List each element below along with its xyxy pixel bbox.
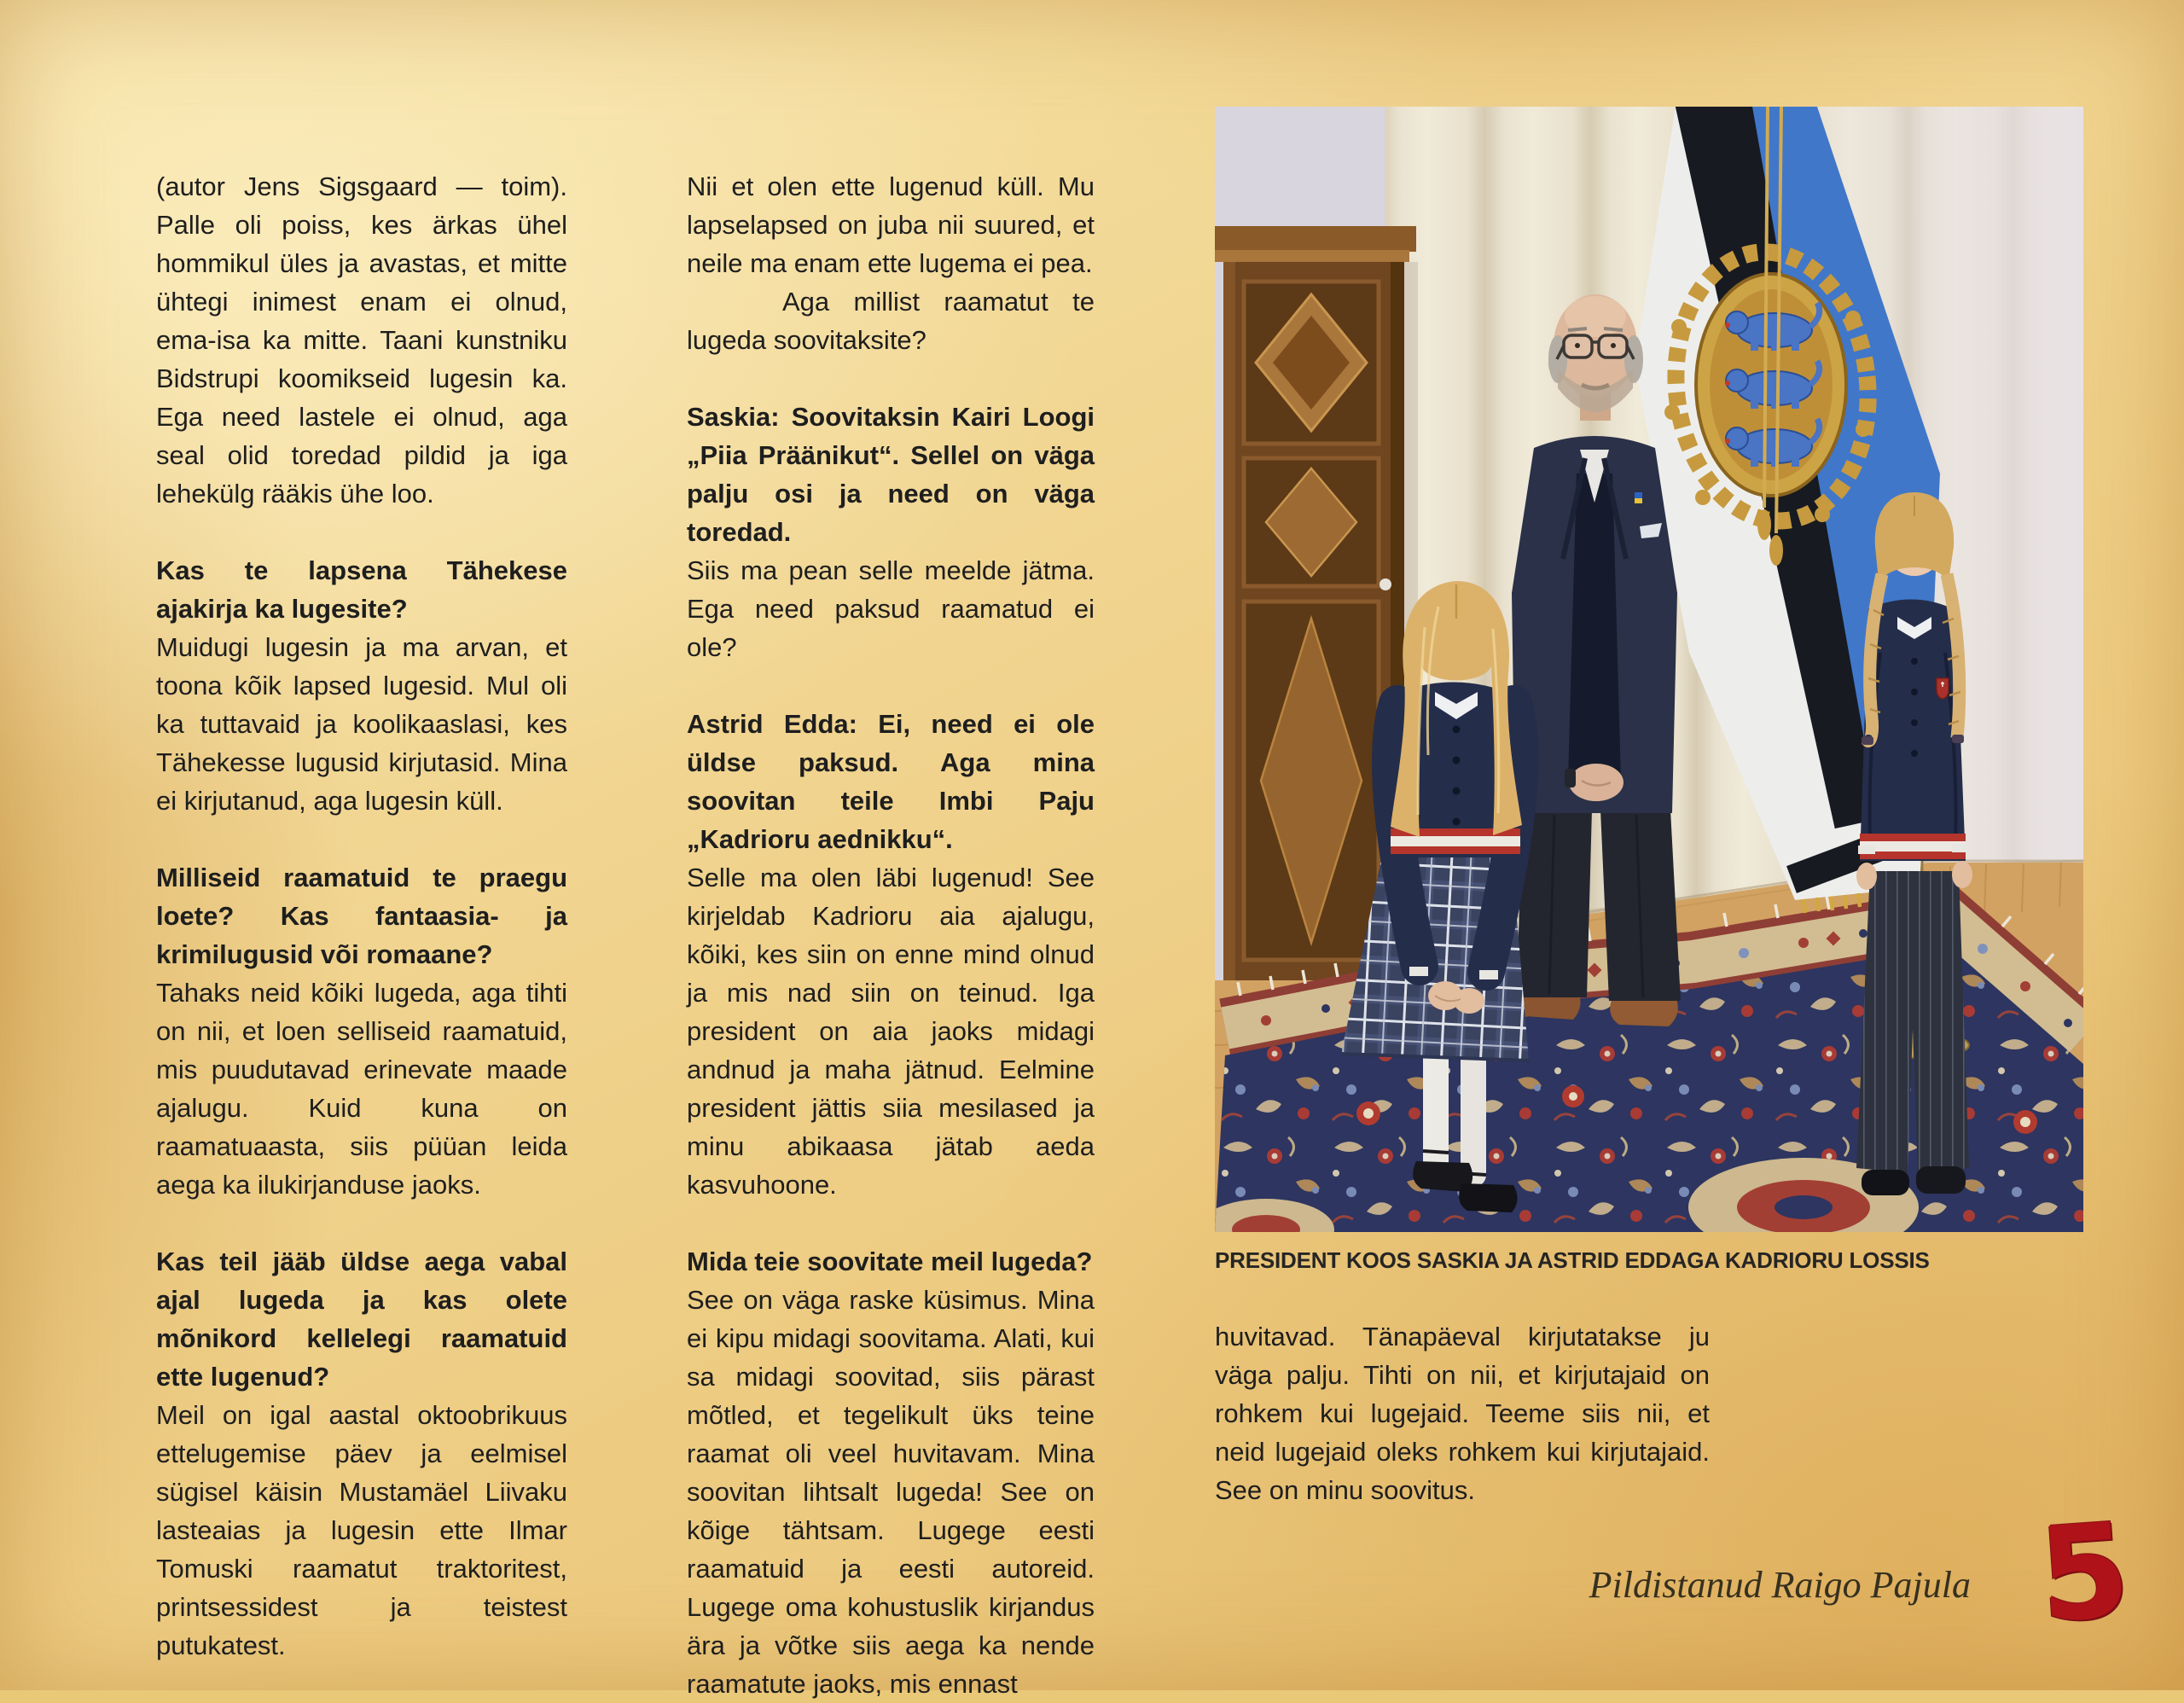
paragraph-question: Kas teil jääb üldse aega vabal ajal lugeda ja kas olete mõnikord kellelegi raamatuid ette lugenud? xyxy=(156,1247,567,1392)
page-number: 5 xyxy=(2033,1494,2135,1652)
photo-credit: Pildistanud Raigo Pajula xyxy=(1589,1564,1971,1606)
paragraph-body: huvitavad. Tänapäeval kirjutatakse ju väga palju. Tihti on nii, et kirjutajaid on rohkem kui lugejaid. Teeme siis nii, et neid lugejaid oleks rohkem kui kirjutajaid. See on minu soovitus. xyxy=(1215,1322,1710,1505)
door-handle xyxy=(1380,578,1391,590)
clasped-hands xyxy=(1569,764,1623,801)
three-lions xyxy=(1725,303,1820,467)
photo-caption: PRESIDENT KOOS SASKIA JA ASTRID EDDAGA KADRIORU LOSSIS xyxy=(1215,1247,1930,1273)
paragraph-body: Selle ma olen läbi lugenud! See kirjeldab Kadrioru aia ajalugu, kõiki, kes siin on enne mind olnud ja mis nad siin on teinud. Iga president on aia jaoks midagi andnud ja maha jätnud. Eelmine president jättis siia mesilased ja minu abikaasa jätab aeda kasvuhoone. xyxy=(687,863,1095,1200)
paragraph-speaker: Astrid Edda: Ei, need ei ole üldse paksud. Aga mina soovitan teile Imbi Paju „Kadrioru aednikku“. xyxy=(687,709,1095,854)
wristwatch xyxy=(1565,769,1576,788)
paragraph-question: Kas te lapsena Tähekese ajakirja ka lugesite? xyxy=(156,555,567,624)
paragraph-body: See on väga raske küsimus. Mina ei kipu midagi soovitama. Alati, kui sa midagi soovitad, siis pärast mõtled, et tegelikult üks teine raamat oli veel huvitavam. Mina soovitan lihtsalt lugeda! See on kõige tähtsam. Lugege eesti raamatuid ja eesti autoreid. Lugege oma kohustuslik kirjandus ära ja võtke siis aega ka nende raamatute jaoks, mis ennast xyxy=(687,1285,1095,1699)
text-column-1 xyxy=(156,167,567,1665)
paragraph-body: Nii et olen ette lugenud küll. Mu lapselapsed on juba nii suured, et neile ma enam ette lugema ei pea. xyxy=(687,171,1095,278)
paragraph-body: (autor Jens Sigsgaard — toim). Palle oli poiss, kes ärkas ühel hommikul üles ja avastas, et mitte ühtegi inimest enam ei olnud, ema-isa ka mitte. Taani kunstniku Bidstrupi koomikseid lugesin ka. Ega need lastele ei olnud, aga seal olid toredad pildid ja iga lehekülg rääkis ühe loo. xyxy=(156,171,567,509)
paragraph-speaker: Saskia: Soovitaksin Kairi Loogi „Piia Präänikut“. Sellel on väga palju osi ja need on väga toredad. xyxy=(687,402,1095,547)
paragraph-question: Mida teie soovitate meil lugeda? xyxy=(687,1247,1093,1276)
photo-illustration xyxy=(1215,107,2083,1232)
photo xyxy=(1215,107,2083,1232)
paragraph-body: Muidugi lugesin ja ma arvan, et toona kõik lapsed lugesid. Mul oli ka tuttavaid ja koolikaaslasi, kes Tähekesse lugusid kirjutasid. Mina ei kirjutanud, aga lugesin küll. xyxy=(156,632,567,816)
school-badge xyxy=(1937,678,1949,699)
paragraph-body: Tahaks neid kõiki lugeda, aga tihti on nii, et loen selliseid raamatuid, mis puudutavad erinevate maade ajalugu. Kuid kuna on raamatuaasta, siis püüan leida aega ka ilukirjanduse jaoks. xyxy=(156,978,567,1200)
text-column-2 xyxy=(687,167,1095,1703)
text-column-3 xyxy=(1215,1317,1710,1509)
paragraph-indent: Aga millist raamatut te lugeda soovitaksite? xyxy=(687,287,1095,355)
paragraph-body: Siis ma pean selle meelde jätma. Ega need paksud raamatud ei ole? xyxy=(687,555,1095,662)
paragraph-question: Milliseid raamatuid te praegu loete? Kas fantaasia- ja krimilugusid või romaane? xyxy=(156,863,567,969)
paragraph-body: Meil on igal aastal oktoobrikuus ettelugemise päev ja eelmisel sügisel käisin Mustamäel Liivaku lasteaias ja lugesin ette Ilmar Tomuski raamatut traktoritest, printsessidest ja teistest putukatest. xyxy=(156,1400,567,1660)
